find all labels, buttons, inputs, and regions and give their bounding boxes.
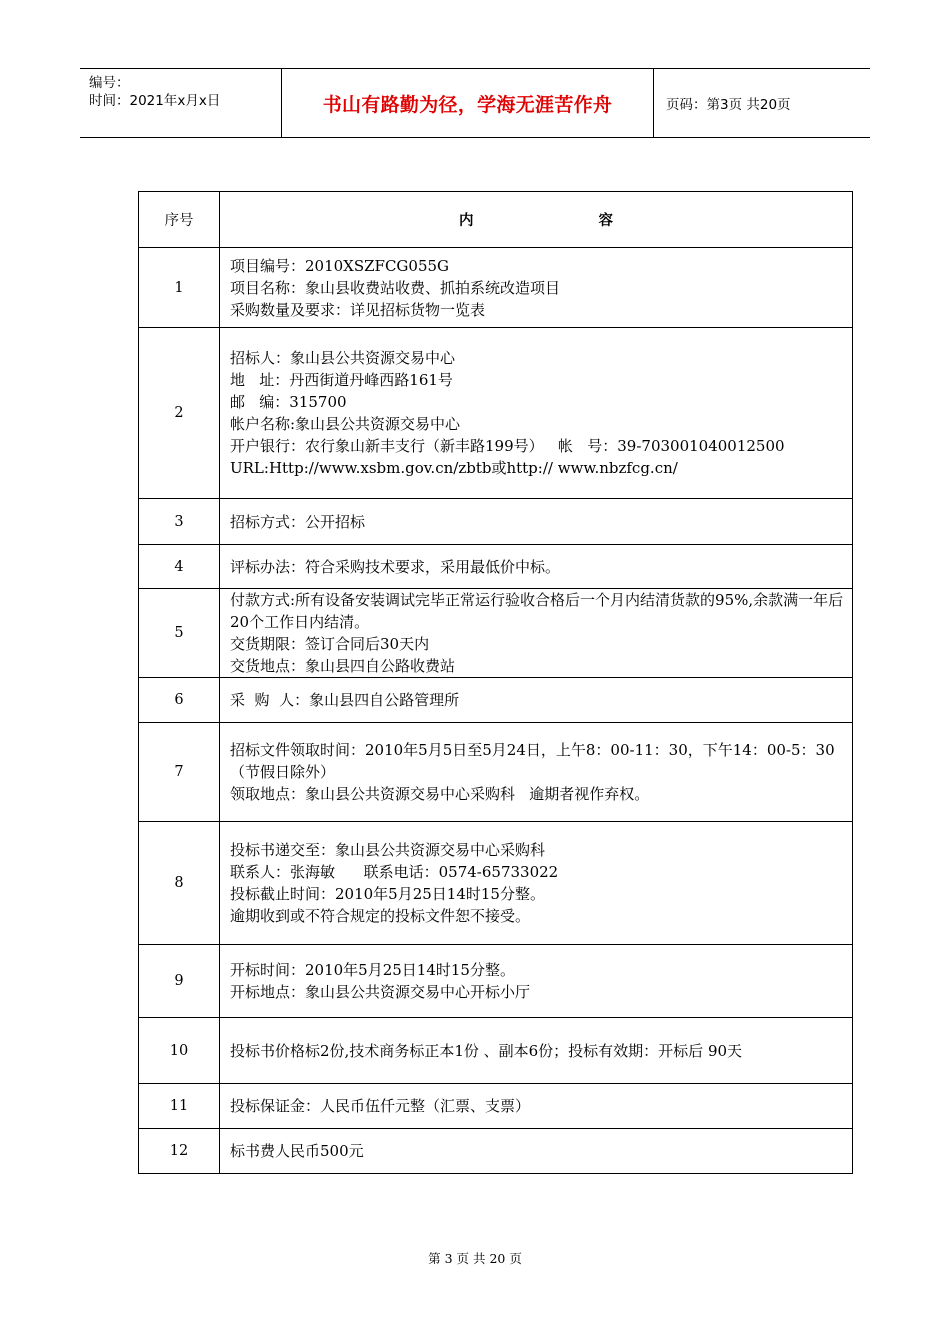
- content-line: 逾期收到或不符合规定的投标文件恕不接受。: [230, 907, 531, 925]
- row-content: [220, 1084, 853, 1129]
- page-footer: 第 3 页 共 20 页: [428, 1251, 522, 1266]
- table-row: [139, 499, 853, 545]
- table-row: [139, 589, 853, 678]
- table-row: [139, 545, 853, 589]
- content-line: 地 址：丹西街道丹峰西路161号: [230, 371, 453, 389]
- row-index: 11: [139, 1084, 220, 1129]
- table-row: [139, 723, 853, 822]
- table-row: [139, 1018, 853, 1084]
- table-row: [139, 945, 853, 1018]
- row-index: 3: [139, 499, 220, 545]
- column-header-content-right: 容: [598, 212, 613, 229]
- header-page-info: 页码：第3页 共20页: [666, 97, 791, 113]
- row-content: [220, 1129, 853, 1174]
- content-line: 采购数量及要求：详见招标货物一览表: [230, 300, 486, 319]
- content-line: 项目编号：2010XSZFCG055G: [230, 256, 450, 275]
- column-header-content: [220, 192, 853, 248]
- row-content: [220, 678, 853, 723]
- bidding-info-table: [138, 191, 853, 1174]
- content-line: 招标人：象山县公共资源交易中心: [230, 349, 456, 367]
- content-line: 邮 编：315700: [230, 393, 347, 411]
- page-header: [80, 68, 870, 138]
- row-content: [220, 945, 853, 1018]
- table-row: [139, 1084, 853, 1129]
- content-line: 采 购 人：象山县四自公路管理所: [230, 691, 460, 709]
- content-line: 交货地点：象山县四自公路收费站: [230, 657, 456, 675]
- row-content: [220, 822, 853, 945]
- content-line: 联系人：张海敏 联系电话：0574-65733022: [230, 863, 559, 881]
- table-row: [139, 248, 853, 328]
- row-content: [220, 723, 853, 822]
- row-content: [220, 545, 853, 589]
- document-time-label: 时间：2021年x月x日: [89, 93, 221, 109]
- content-line: 开标地点：象山县公共资源交易中心开标小厅: [230, 983, 531, 1001]
- column-header-content-left: 内: [459, 212, 474, 229]
- content-line: 投标截止时间：2010年5月25日14时15分整。: [230, 885, 545, 903]
- content-line: 投标书价格标2份,技术商务标正本1份 、副本6份；投标有效期：开标后 90天: [230, 1041, 743, 1060]
- row-index: 2: [139, 328, 220, 499]
- header-motto: 书山有路勤为径，学海无涯苦作舟: [282, 69, 654, 137]
- content-line: 招标方式：公开招标: [230, 512, 366, 531]
- content-line: 领取地点：象山县公共资源交易中心采购科 逾期者视作弃权。: [230, 785, 650, 803]
- content-line: 投标书递交至：象山县公共资源交易中心采购科: [230, 841, 546, 859]
- row-index: 5: [139, 589, 220, 678]
- content-line: 开标时间：2010年5月25日14时15分整。: [230, 961, 515, 979]
- content-line: 交货期限：签订合同后30天内: [230, 635, 430, 653]
- row-index: 4: [139, 545, 220, 589]
- content-line: 投标保证金：人民币伍仟元整（汇票、支票）: [230, 1097, 531, 1115]
- header-meta: [80, 69, 282, 137]
- row-index: 10: [139, 1018, 220, 1084]
- table-row: [139, 1129, 853, 1174]
- row-index: 12: [139, 1129, 220, 1174]
- content-line: 标书费人民币500元: [230, 1142, 364, 1160]
- row-content: [220, 248, 853, 328]
- content-line: 项目名称：象山县收费站收费、抓拍系统改造项目: [230, 278, 561, 297]
- content-line: 招标文件领取时间：2010年5月5日至5月24日，上午8：00-11：30，下午14：00-5：30（节假日除外）: [230, 741, 835, 781]
- row-index: 9: [139, 945, 220, 1018]
- table-row: [139, 822, 853, 945]
- row-content: [220, 589, 853, 678]
- row-index: 1: [139, 248, 220, 328]
- document-number-label: 编号：: [89, 75, 130, 91]
- content-line: 付款方式:所有设备安装调试完毕正常运行验收合格后一个月内结清货款的95%,余款满一年后20个工作日内结清。: [230, 591, 844, 631]
- row-content: [220, 499, 853, 545]
- content-line: URL:Http://www.xsbm.gov.cn/zbtb或http:// www.nbzfcg.cn/: [230, 459, 678, 477]
- content-line: 开户银行：农行象山新丰支行（新丰路199号） 帐 号：39-703001040012500: [230, 437, 785, 455]
- table-row: [139, 678, 853, 723]
- column-header-index: 序号: [139, 192, 220, 248]
- table-row: [139, 328, 853, 499]
- row-content: [220, 1018, 853, 1084]
- row-content: [220, 328, 853, 499]
- table-header-row: [139, 192, 853, 248]
- row-index: 6: [139, 678, 220, 723]
- row-index: 8: [139, 822, 220, 945]
- row-index: 7: [139, 723, 220, 822]
- content-line: 评标办法：符合采购技术要求，采用最低价中标。: [230, 557, 561, 576]
- content-line: 帐户名称:象山县公共资源交易中心: [230, 415, 461, 433]
